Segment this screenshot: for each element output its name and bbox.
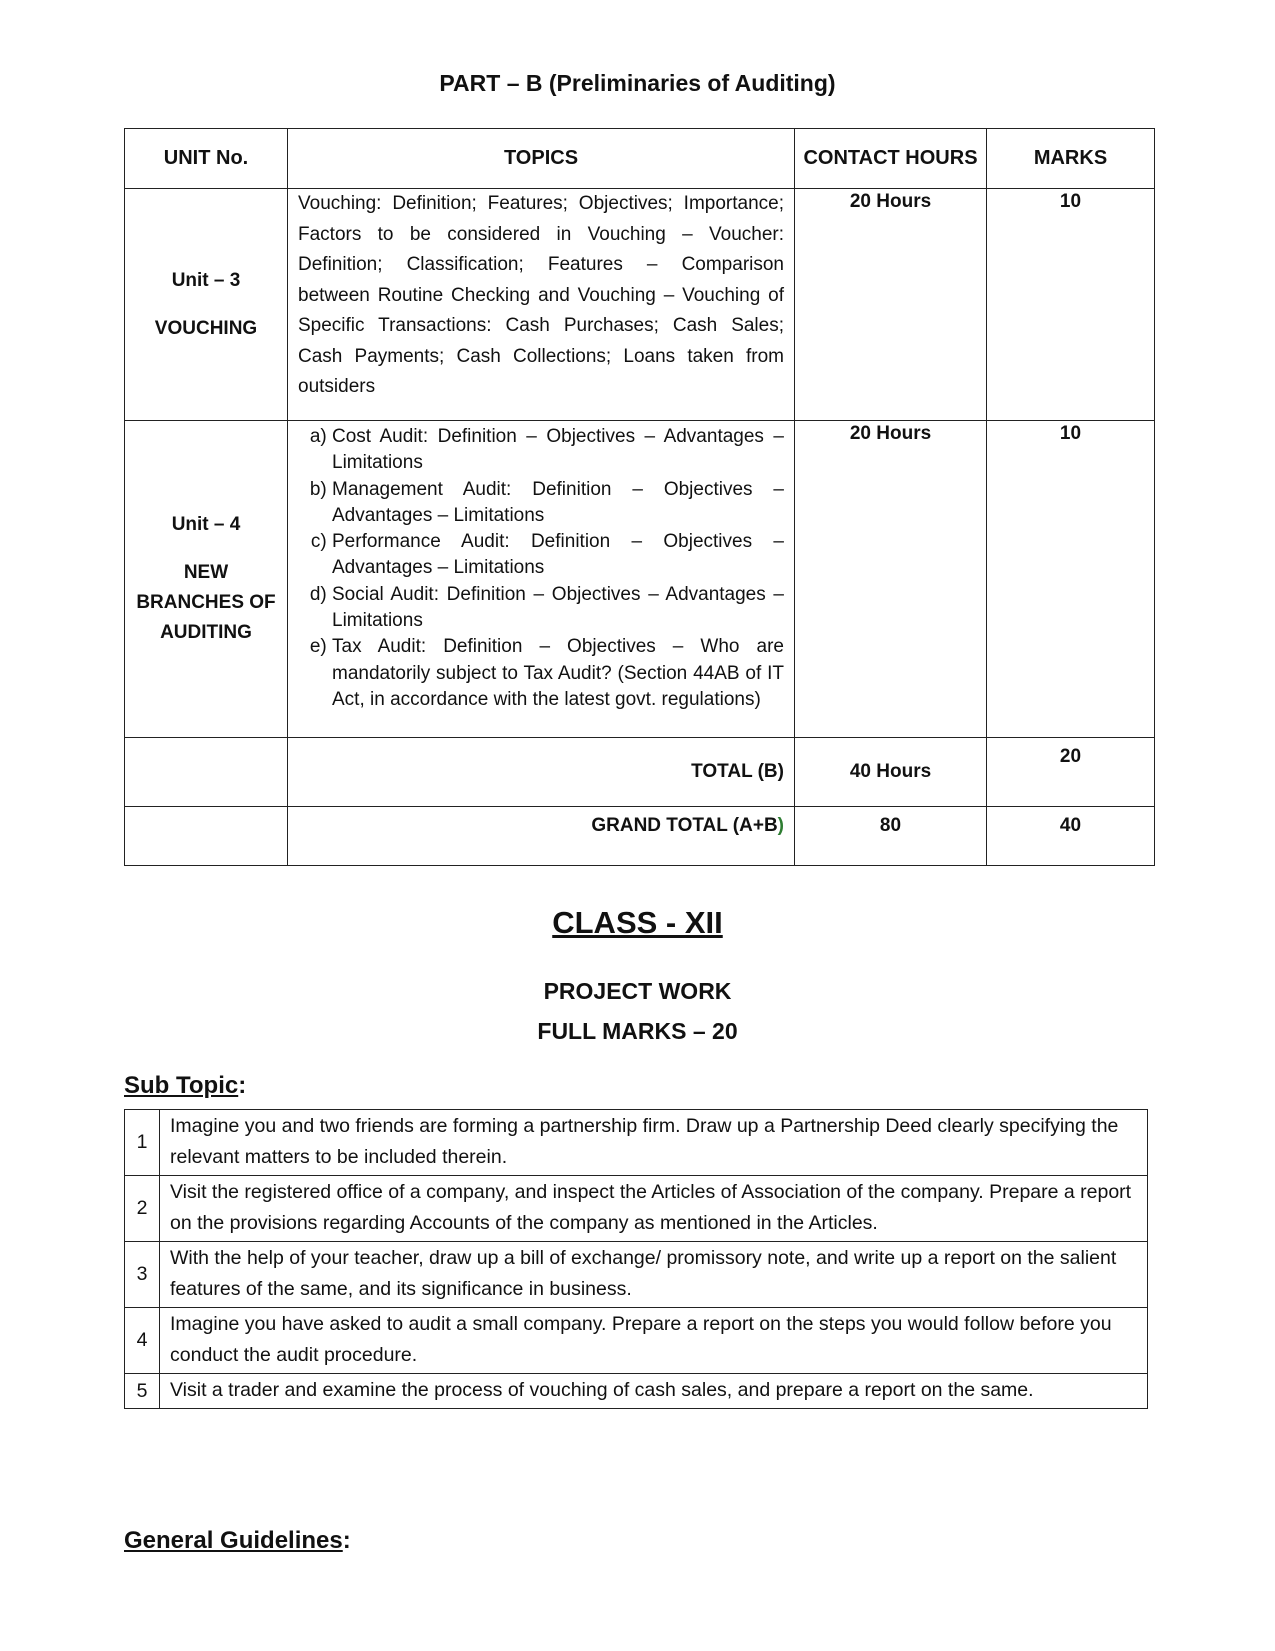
sub-topic-row <box>125 1308 1148 1374</box>
sub-topic-text: With the help of your teacher, draw up a bill of exchange/ promissory note, and write up a report on the salient features of the same, and its significance in business. <box>160 1242 1148 1308</box>
grand-total-empty-cell <box>125 807 288 866</box>
sub-topics-table <box>124 1109 1148 1409</box>
sub-topic-row <box>125 1176 1148 1242</box>
unit3-name: VOUCHING <box>154 317 258 339</box>
topic-item-performance-audit: c. Performance Audit: Definition – Objectives – Advantages – Limitations <box>332 529 784 582</box>
grand-total-hours: 80 <box>795 807 987 866</box>
hours-header: CONTACT HOURS <box>795 129 987 189</box>
unit4-name-line2: BRANCHES OF <box>136 592 276 613</box>
grand-total-marks: 40 <box>987 807 1155 866</box>
sub-topic-heading: Sub Topic: <box>124 1072 247 1099</box>
sub-topic-row <box>125 1242 1148 1308</box>
sub-topic-number: 4 <box>125 1308 160 1374</box>
unit3-cell <box>125 189 288 421</box>
unit4-marks: 10 <box>987 421 1155 738</box>
sub-topic-text: Imagine you and two friends are forming a partnership firm. Draw up a Partnership Deed clearly specifying the relevant matters to be included therein. <box>160 1110 1148 1176</box>
unit3-marks: 10 <box>987 189 1155 421</box>
topic-item-management-audit: b. Management Audit: Definition – Objectives – Advantages – Limitations <box>332 477 784 530</box>
sub-topic-row <box>125 1374 1148 1409</box>
unit3-number: Unit – 3 <box>171 269 241 291</box>
sub-topic-number: 5 <box>125 1374 160 1409</box>
unit4-hours: 20 Hours <box>795 421 987 738</box>
sub-topic-number: 1 <box>125 1110 160 1176</box>
unit3-topics <box>288 189 795 421</box>
syllabus-header-row <box>125 129 1155 189</box>
total-hours: 40 Hours <box>795 738 987 807</box>
topic-item-social-audit: d. Social Audit: Definition – Objectives – Advantages – Limitations <box>332 582 784 635</box>
grand-total-label <box>288 807 795 866</box>
sub-topic-text: Visit a trader and examine the process of vouching of cash sales, and prepare a report on the same. <box>160 1374 1148 1409</box>
grand-total-label-text: GRAND TOTAL (A+B <box>591 815 778 836</box>
unit4-number: Unit – 4 <box>171 514 241 535</box>
unit3-topics-text: Vouching: Definition; Features; Objectives; Importance; Factors to be considered in Vouching – Voucher: Definition; Classification; Features – Comparison between Routine Checking and Vouching – Vouching of Specific Transactions: Cash Purchases; Cash Sales; Cash Payments; Cash Collections; Loans taken from outsiders <box>298 193 784 397</box>
total-row <box>125 738 1155 807</box>
total-marks: 20 <box>987 738 1155 807</box>
sub-topic-text: Visit the registered office of a company, and inspect the Articles of Association of the company. Prepare a report on the provisions regarding Accounts of the company as mentioned in the Articles. <box>160 1176 1148 1242</box>
unit4-topic-list <box>298 424 784 713</box>
sub-topic-text: Imagine you have asked to audit a small company. Prepare a report on the steps you would follow before you conduct the audit procedure. <box>160 1308 1148 1374</box>
part-title: PART – B (Preliminaries of Auditing) <box>439 70 836 96</box>
sub-topic-heading-text: Sub Topic <box>124 1072 239 1099</box>
sub-topic-number: 2 <box>125 1176 160 1242</box>
grand-total-label-bracket: ) <box>777 815 784 836</box>
unit4-name-line1: NEW <box>183 562 229 583</box>
sub-topic-number: 3 <box>125 1242 160 1308</box>
marks-header: MARKS <box>987 129 1155 189</box>
topics-header: TOPICS <box>288 129 795 189</box>
full-marks: FULL MARKS – 20 <box>537 1018 738 1044</box>
class-title: CLASS - XII <box>552 905 723 940</box>
general-guidelines-heading-text: General Guidelines <box>124 1527 343 1554</box>
unit4-name-line3: AUDITING <box>160 622 252 643</box>
total-label: TOTAL (B) <box>288 738 795 807</box>
unit4-cell <box>125 421 288 738</box>
topic-item-cost-audit: a. Cost Audit: Definition – Objectives – Advantages – Limitations <box>332 424 784 477</box>
general-guidelines-heading: General Guidelines: <box>124 1527 351 1554</box>
unit4-row <box>125 421 1155 738</box>
unit3-hours: 20 Hours <box>795 189 987 421</box>
project-title: PROJECT WORK <box>543 978 732 1004</box>
topic-item-tax-audit: e. Tax Audit: Definition – Objectives – Who are mandatorily subject to Tax Audit? (Section 44AB of IT Act, in accordance with the latest govt. regulations) <box>332 634 784 713</box>
unit3-row <box>125 189 1155 421</box>
grand-total-row <box>125 807 1155 866</box>
syllabus-table <box>124 128 1155 866</box>
unit-header: UNIT No. <box>125 129 288 189</box>
unit4-topics <box>288 421 795 738</box>
sub-topic-row <box>125 1110 1148 1176</box>
total-empty-cell <box>125 738 288 807</box>
